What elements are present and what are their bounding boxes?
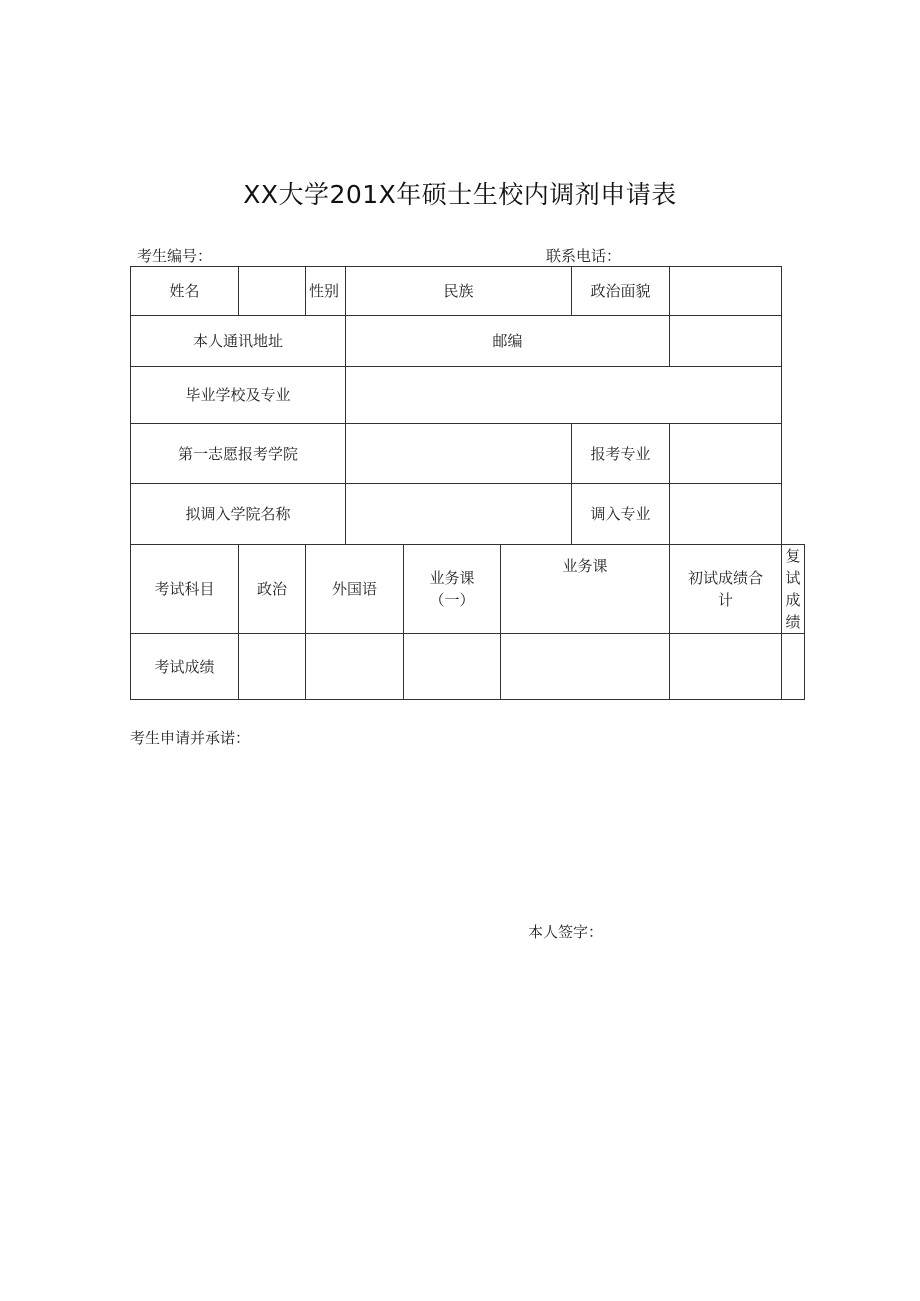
candidate-number-label: 考生编号：: [137, 247, 213, 265]
exam-scores-label: 考试成绩: [131, 634, 239, 700]
target-major-field[interactable]: [670, 484, 782, 545]
table-row: [131, 484, 805, 545]
subject-foreign-language: 外国语: [306, 545, 404, 634]
first-choice-college-field[interactable]: [346, 424, 572, 484]
score-retest-field[interactable]: [782, 634, 805, 700]
first-choice-college-label: 第一志愿报考学院: [131, 424, 346, 484]
table-row: [131, 316, 805, 367]
form-title: XX大学201X年硕士生校内调剂申请表: [243, 180, 677, 209]
postcode-field[interactable]: [670, 316, 782, 367]
target-college-label: 拟调入学院名称: [131, 484, 346, 545]
score-course-two-field[interactable]: [501, 634, 670, 700]
postcode-label: 邮编: [346, 316, 670, 367]
table-row: [131, 424, 805, 484]
target-college-field[interactable]: [346, 484, 572, 545]
gender-label: 性别: [306, 267, 346, 316]
subject-course-one: [404, 545, 501, 634]
ethnicity-label: 民族: [346, 267, 572, 316]
name-label: 姓名: [131, 267, 239, 316]
mailing-address-label: 本人通讯地址: [131, 316, 346, 367]
score-foreign-language-field[interactable]: [306, 634, 404, 700]
score-initial-total-field[interactable]: [670, 634, 782, 700]
applied-major-field[interactable]: [670, 424, 782, 484]
initial-total-line1: 初试成绩合: [687, 569, 763, 587]
school-major-label: 毕业学校及专业: [131, 367, 346, 424]
initial-total-score-label: [670, 545, 782, 634]
name-field[interactable]: [239, 267, 306, 316]
signature-label: 本人签字：: [528, 923, 604, 941]
target-major-label: 调入专业: [572, 484, 670, 545]
subject-course-one-line2: （一）: [429, 591, 475, 609]
exam-subjects-label: 考试科目: [131, 545, 239, 634]
contact-phone-label: 联系电话：: [546, 247, 622, 265]
political-status-label: 政治面貌: [572, 267, 670, 316]
table-row: [131, 367, 805, 424]
applied-major-label: 报考专业: [572, 424, 670, 484]
application-form-table: [130, 266, 805, 700]
subject-course-one-line1: 业务课: [429, 569, 475, 587]
score-politics-field[interactable]: [239, 634, 306, 700]
subject-course-two: 业务课: [501, 545, 670, 634]
political-status-field[interactable]: [670, 267, 782, 316]
table-row: [131, 634, 805, 700]
initial-total-line2: 计: [717, 591, 733, 609]
table-row: [131, 267, 805, 316]
retest-score-label: 复试成绩: [782, 545, 805, 634]
score-course-one-field[interactable]: [404, 634, 501, 700]
table-row: [131, 545, 805, 634]
subject-politics: 政治: [239, 545, 306, 634]
school-major-field[interactable]: [346, 367, 782, 424]
applicant-pledge-label: 考生申请并承诺：: [130, 729, 251, 747]
